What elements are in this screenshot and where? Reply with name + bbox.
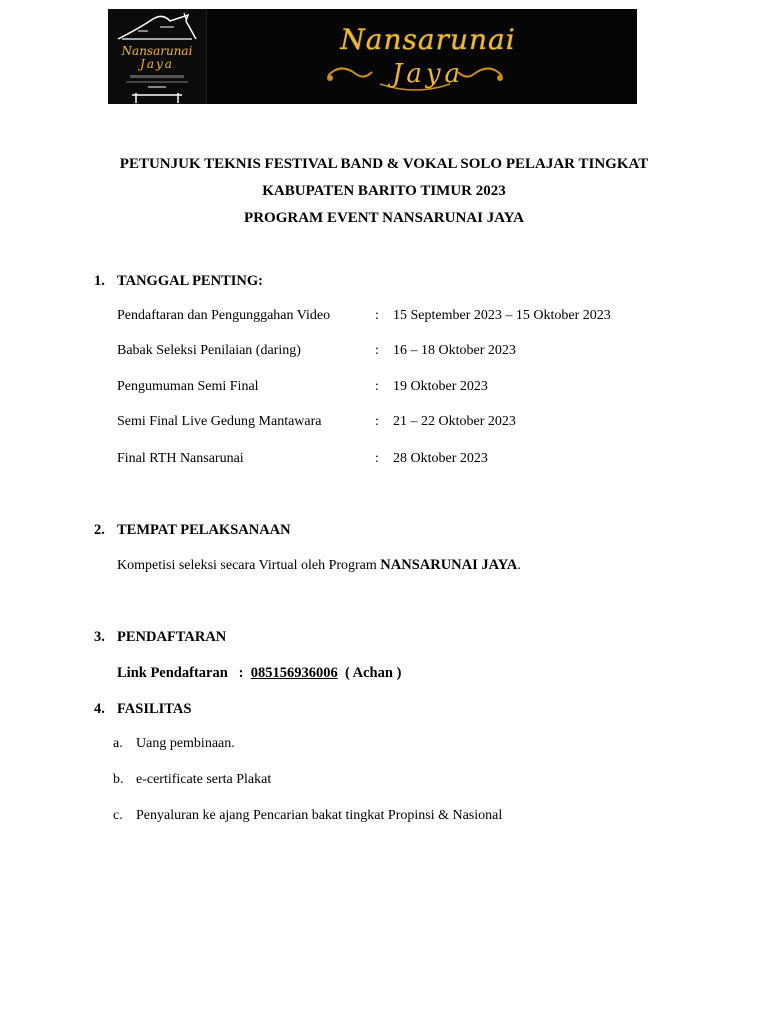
section-title: PENDAFTARAN [117,629,227,645]
schedule-label: Pengumuman Semi Final [117,379,259,394]
brand-line1: Nansarunai [340,23,516,56]
facility-letter: b. [113,772,124,787]
header-banner [108,9,637,104]
schedule-date: 15 September 2023 – 15 Oktober 2023 [393,308,611,323]
logo-small-text-line1: Nansarunai [121,44,193,58]
schedule-date: 28 Oktober 2023 [393,451,488,466]
registration-phone-link[interactable]: 085156936006 [250,665,338,681]
registration-link-row [117,665,401,682]
facility-letter: a. [113,736,123,751]
section-title: TANGGAL PENTING: [117,273,263,289]
registration-label: Link Pendaftaran : [117,665,251,681]
facility-item [113,808,502,824]
facility-item [113,736,235,752]
section-heading-tanggal [94,273,263,290]
facility-text: Penyaluran ke ajang Pencarian bakat tingkat Propinsi & Nasional [136,808,503,823]
schedule-date: 19 Oktober 2023 [393,379,488,394]
program-name: NANSARUNAI JAYA [380,557,518,573]
section-heading-fasilitas [94,701,191,718]
document-title-line2: KABUPATEN BARITO TIMUR 2023 [262,183,506,199]
facility-text: Uang pembinaan. [136,736,235,751]
section-heading-tempat [94,522,291,539]
schedule-date: 16 – 18 Oktober 2023 [393,343,516,358]
section-number: 2. [94,522,105,538]
logo-tagline-bar [130,75,184,78]
section-title: TEMPAT PELAKSANAAN [117,522,291,538]
section-number: 1. [94,273,105,289]
facility-text: e-certificate serta Plakat [136,772,272,787]
schedule-colon: : [375,451,379,466]
document-title-line3: PROGRAM EVENT NANSARUNAI JAYA [244,210,524,226]
section-title: FASILITAS [117,701,192,717]
brand-line2: Jaya [391,59,465,89]
venue-paragraph [117,557,521,574]
schedule-label: Semi Final Live Gedung Mantawara [117,414,322,429]
schedule-label: Final RTH Nansarunai [117,451,244,466]
venue-text: Kompetisi seleksi secara Virtual oleh Program [117,558,381,573]
registration-contact: ( Achan ) [337,665,402,681]
schedule-colon: : [375,343,379,358]
section-heading-pendaftaran [94,629,226,646]
logo-small-text [114,45,200,71]
schedule-colon: : [375,414,379,429]
schedule-label: Babak Seleksi Penilaian (daring) [117,343,301,358]
schedule-colon: : [375,379,379,394]
brand-wordmark [328,23,528,89]
document-title-line1: PETUNJUK TEKNIS FESTIVAL BAND & VOKAL SOLO PELAJAR TINGKAT [119,156,649,172]
logo-tagline-bar-2 [126,81,188,83]
facility-letter: c. [113,808,123,823]
schedule-date: 21 – 22 Oktober 2023 [393,414,516,429]
facility-item [113,772,271,788]
logo-small-text-line2: Jaya [140,57,174,71]
nansarunai-logo [108,9,207,104]
venue-period: . [517,558,521,573]
section-number: 4. [94,701,105,717]
section-number: 3. [94,629,105,645]
schedule-label: Pendaftaran dan Pengunggahan Video [117,308,331,323]
schedule-colon: : [375,308,379,323]
